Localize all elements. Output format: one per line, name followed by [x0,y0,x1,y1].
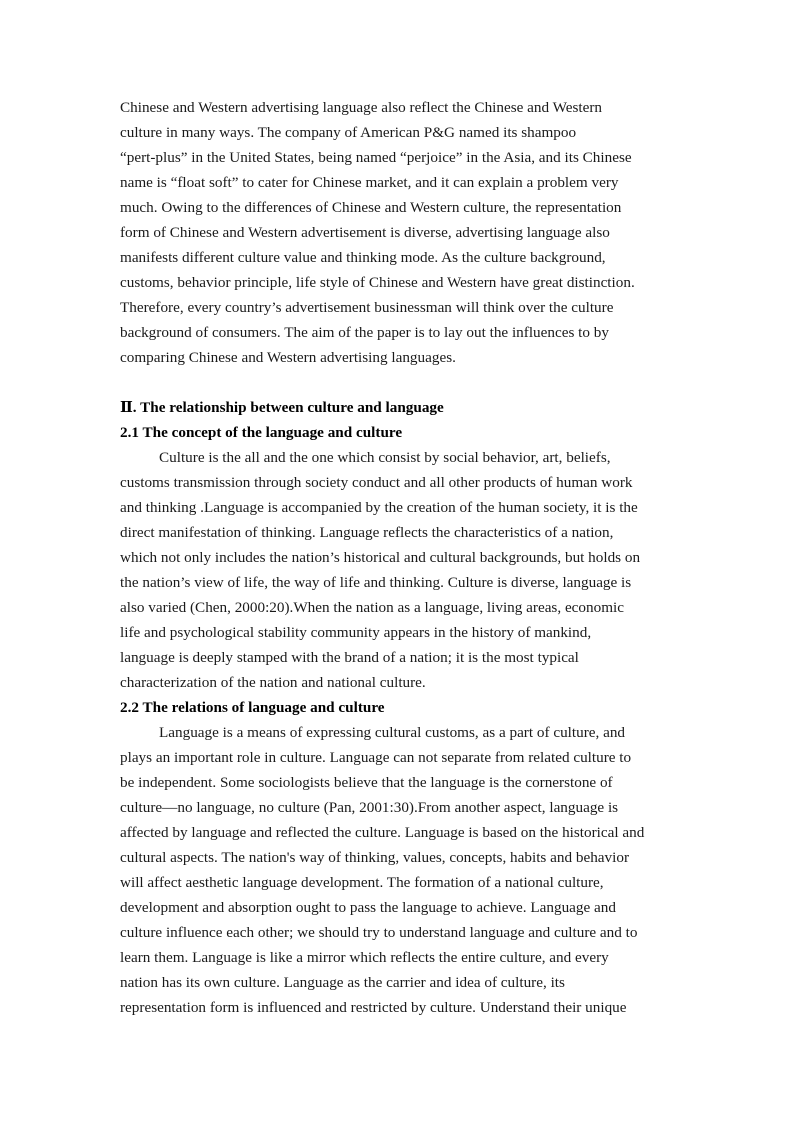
text-line: and thinking .Language is accompanied by the creation of the human society, it is the [120,499,638,516]
text-line: the nation’s view of life, the way of life and thinking. Culture is diverse, language is [120,574,632,591]
text-line: life and psychological stability community appears in the history of mankind, [120,624,592,641]
text-line: nation has its own culture. Language as the carrier and idea of culture, its [120,974,565,991]
text-line: plays an important role in culture. Language can not separate from related culture to [120,749,632,766]
subsection-heading-2-1: 2.1 The concept of the language and culture [120,424,403,441]
text-line: Language is a means of expressing cultural customs, as a part of culture, and [159,724,626,741]
text-line: name is “float soft” to cater for Chinese market, and it can explain a problem very [120,174,619,191]
text-line: customs transmission through society conduct and all other products of human work [120,474,633,491]
text-line: background of consumers. The aim of the paper is to lay out the influences to by [120,324,609,341]
text-line: “pert-plus” in the United States, being named “perjoice” in the Asia, and its Chinese [120,149,632,166]
text-line: customs, behavior principle, life style of Chinese and Western have great distinction. [120,274,635,291]
text-line: culture in many ways. The company of American P&G named its shampoo [120,124,577,141]
text-line: which not only includes the nation’s historical and cultural backgrounds, but holds on [120,549,641,566]
text-line: direct manifestation of thinking. Language reflects the characteristics of a nation, [120,524,614,541]
text-line: language is deeply stamped with the brand of a nation; it is the most typical [120,649,579,666]
text-line: culture influence each other; we should try to understand language and culture and to [120,924,638,941]
text-line: Culture is the all and the one which consist by social behavior, art, beliefs, [159,449,611,466]
text-line: representation form is influenced and restricted by culture. Understand their unique [120,999,627,1016]
text-line: development and absorption ought to pass the language to achieve. Language and [120,899,616,916]
text-line: Therefore, every country’s advertisement businessman will think over the culture [120,299,614,316]
section-heading: Ⅱ. The relationship between culture and language [120,399,444,416]
text-line: manifests different culture value and thinking mode. As the culture background, [120,249,606,266]
text-line: comparing Chinese and Western advertising languages. [120,349,456,366]
subsection-heading-2-2: 2.2 The relations of language and culture [120,699,385,716]
text-line: also varied (Chen, 2000:20).When the nation as a language, living areas, economic [120,599,624,616]
text-line: learn them. Language is like a mirror which reflects the entire culture, and every [120,949,609,966]
text-line: cultural aspects. The nation's way of thinking, values, concepts, habits and behavior [120,849,629,866]
text-line: be independent. Some sociologists believe that the language is the cornerstone of [120,774,613,791]
text-line: affected by language and reflected the culture. Language is based on the historical and [120,824,645,841]
text-line: form of Chinese and Western advertisement is diverse, advertising language also [120,224,610,241]
text-line: culture—no language, no culture (Pan, 2001:30).From another aspect, language is [120,799,619,816]
text-line: Chinese and Western advertising language also reflect the Chinese and Western [120,99,602,116]
text-line: much. Owing to the differences of Chinese and Western culture, the representation [120,199,622,216]
text-line: will affect aesthetic language development. The formation of a national culture, [120,874,604,891]
text-line: characterization of the nation and national culture. [120,674,426,691]
